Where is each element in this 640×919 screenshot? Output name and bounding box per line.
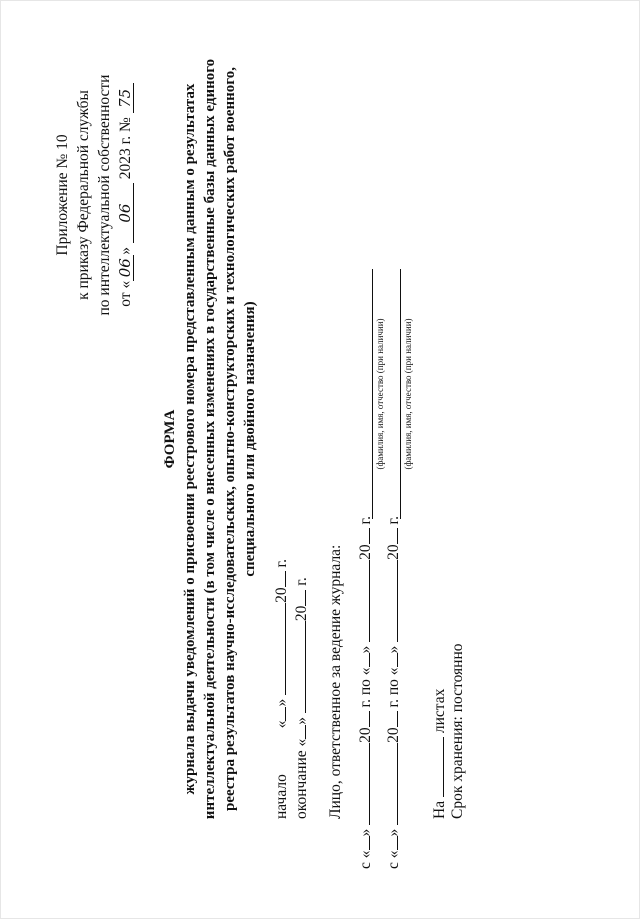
start-day-blank bbox=[272, 707, 286, 721]
journal-end-line bbox=[292, 577, 312, 819]
sheets-count-blank bbox=[430, 737, 444, 797]
end-month-blank bbox=[292, 621, 306, 713]
journal-start-line bbox=[272, 559, 292, 819]
appendix-line-2: к приказу Федеральной службы bbox=[75, 90, 92, 300]
storage-term: Срок хранения: постоянно bbox=[449, 643, 466, 819]
period2-from-month-blank bbox=[384, 743, 398, 825]
end-label: окончание « bbox=[293, 738, 310, 819]
period1-from-year-blank bbox=[356, 711, 370, 727]
form-title-block bbox=[160, 39, 260, 839]
start-label: начало bbox=[273, 774, 290, 819]
date-prefix: от « bbox=[117, 280, 134, 307]
period2-from-day-blank bbox=[384, 836, 398, 850]
year-prefix: 20 bbox=[293, 605, 310, 622]
sheets-label: листах bbox=[431, 688, 448, 734]
period1-from-month-blank bbox=[356, 743, 370, 825]
period2-to-month-blank bbox=[384, 560, 398, 642]
responsible-period-1 bbox=[356, 516, 376, 869]
year-suffix: г. bbox=[293, 577, 310, 586]
period1-to-year-blank bbox=[356, 528, 370, 544]
responsible-period-2 bbox=[384, 516, 404, 869]
start-year-blank bbox=[272, 571, 286, 587]
quote-open: « bbox=[273, 720, 290, 729]
sheets-line bbox=[430, 689, 450, 819]
appendix-line-1: Приложение № 10 bbox=[54, 134, 71, 256]
year-prefix: 20 bbox=[357, 544, 374, 560]
period-to: г. по « bbox=[385, 667, 402, 708]
year-suffix: г. bbox=[357, 515, 374, 525]
quote-close: » bbox=[385, 645, 402, 654]
signature-line-1 bbox=[372, 269, 373, 519]
period-from: с « bbox=[385, 850, 402, 869]
appendix-line-3: по интеллектуальной собственности bbox=[96, 74, 113, 316]
responsible-heading: Лицо, ответственное за ведение журнала: bbox=[327, 544, 344, 819]
period2-to-day-blank bbox=[384, 653, 398, 667]
period1-to-month-blank bbox=[356, 560, 370, 642]
period-to: г. по « bbox=[357, 667, 374, 708]
year-prefix: 20 bbox=[357, 727, 374, 743]
year-suffix: г. bbox=[385, 515, 402, 525]
period-from: с « bbox=[357, 850, 374, 869]
period1-from-day-blank bbox=[356, 836, 370, 850]
quote-close: » bbox=[357, 828, 374, 837]
end-day-blank bbox=[292, 725, 306, 739]
quote-close: » bbox=[273, 698, 290, 707]
on-label: На bbox=[431, 800, 448, 819]
order-number-handwritten: 75 bbox=[117, 83, 134, 113]
start-month-blank bbox=[272, 603, 286, 695]
year-prefix: 20 bbox=[385, 544, 402, 560]
quote-close: » bbox=[293, 716, 310, 725]
year-prefix: 20 bbox=[273, 587, 290, 603]
period1-to-day-blank bbox=[356, 653, 370, 667]
end-year-blank bbox=[292, 590, 306, 606]
signature-line-2 bbox=[400, 269, 401, 519]
form-title-line-3: реестра результатов научно-исследовательских, опытно-конструкторских и технологических работ военного, bbox=[222, 67, 238, 811]
period2-from-year-blank bbox=[384, 711, 398, 727]
year-suffix: г. bbox=[273, 559, 290, 568]
appendix-block bbox=[52, 30, 136, 360]
quote-close: » bbox=[385, 828, 402, 837]
signature-caption-1: (фамилия, имя, отчество (при наличии) bbox=[375, 318, 385, 470]
day-handwritten: 06 bbox=[117, 255, 134, 281]
form-heading: ФОРМА bbox=[162, 409, 178, 469]
quote-close: » bbox=[357, 645, 374, 654]
date-quote-close: » bbox=[117, 246, 134, 255]
year-text: 2023 г. № bbox=[117, 117, 134, 180]
period2-to-year-blank bbox=[384, 528, 398, 544]
form-title-line-4: специального или двойного назначения) bbox=[242, 301, 258, 577]
appendix-date-line bbox=[115, 30, 136, 360]
form-title-line-1: журнала выдачи уведомлений о присвоении реестрового номера представленным данным о результатах bbox=[182, 83, 198, 795]
signature-caption-2: (фамилия, имя, отчество (при наличии) bbox=[403, 318, 413, 470]
form-title-line-2: интеллектуальной деятельности (в том числе о внесенных изменениях в государственные базы данных единого bbox=[202, 58, 218, 820]
year-prefix: 20 bbox=[385, 727, 402, 743]
month-handwritten: 06 bbox=[117, 183, 134, 243]
